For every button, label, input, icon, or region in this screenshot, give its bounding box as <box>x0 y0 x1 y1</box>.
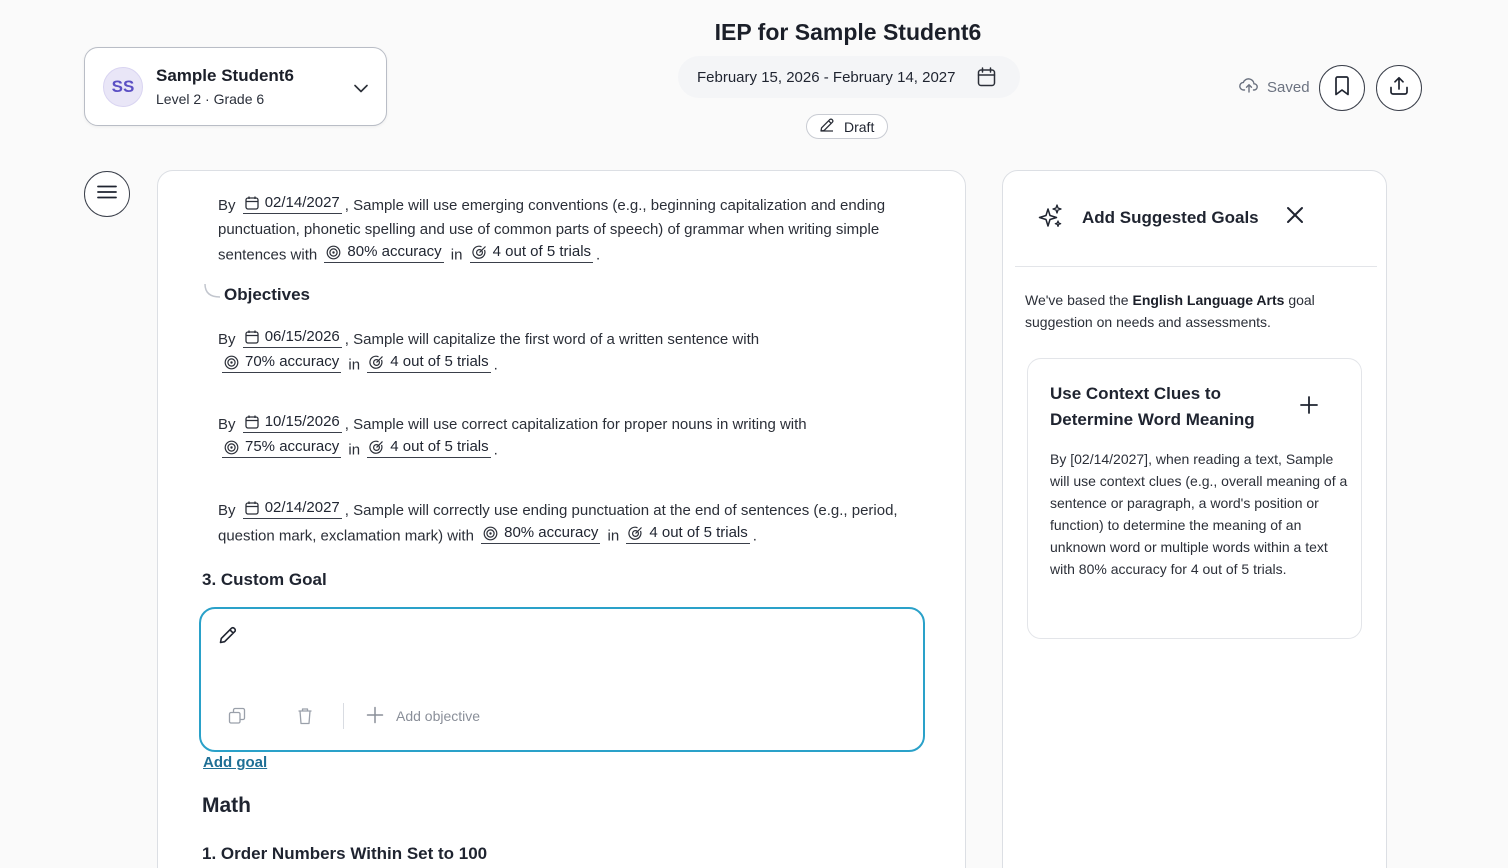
close-icon[interactable] <box>1285 205 1305 230</box>
target-check-icon <box>628 526 643 541</box>
intro-text: We've based the <box>1025 292 1133 308</box>
student-name: Sample Student6 <box>156 66 294 85</box>
target-check-icon <box>369 440 384 455</box>
target-check-icon <box>472 245 487 260</box>
bookmark-icon <box>1334 76 1350 101</box>
pencil-icon <box>819 117 835 136</box>
divider <box>343 703 344 729</box>
period: . <box>493 441 498 459</box>
date-chip[interactable] <box>243 498 342 519</box>
custom-goal-heading: 3. Custom Goal <box>202 570 327 589</box>
intro-text: goal suggestion on needs and assessments. <box>1025 292 1315 330</box>
status-badge[interactable] <box>806 114 888 139</box>
divider <box>1015 266 1377 267</box>
calendar-icon[interactable] <box>977 67 996 91</box>
trials-chip[interactable] <box>626 523 749 544</box>
date-range-picker[interactable] <box>678 56 1020 98</box>
by-label: By <box>218 331 236 348</box>
math-goal-title[interactable]: 1. Order Numbers Within Set to 100 <box>202 844 488 863</box>
trials-chip[interactable] <box>470 242 593 263</box>
date-value: 10/15/2026 <box>264 413 340 430</box>
date-chip[interactable] <box>243 327 342 348</box>
by-label: By <box>218 416 236 433</box>
in-label: in <box>450 246 463 264</box>
save-status <box>1239 77 1310 97</box>
objective-statement[interactable] <box>218 498 898 549</box>
pencil-icon <box>218 625 238 650</box>
goal-statement[interactable] <box>218 193 898 268</box>
accuracy-value: 70% accuracy <box>245 353 340 370</box>
bookmark-button[interactable] <box>1319 65 1365 111</box>
math-heading: Math <box>202 794 251 817</box>
accuracy-chip[interactable] <box>222 437 341 458</box>
status-label: Draft <box>844 118 875 135</box>
add-objective-label: Add objective <box>396 708 481 724</box>
accuracy-chip[interactable] <box>481 523 600 544</box>
date-value: 06/15/2026 <box>264 328 340 345</box>
accuracy-value: 80% accuracy <box>347 243 442 260</box>
trials-value: 4 out of 5 trials <box>390 353 489 370</box>
sparkles-icon <box>1036 203 1064 236</box>
intro-subject: English Language Arts <box>1132 292 1285 308</box>
objective-text: , Sample will capitalize the first word of a written sentence with <box>344 331 760 348</box>
target-icon <box>224 355 239 370</box>
period: . <box>596 246 601 264</box>
share-button[interactable] <box>1376 65 1422 111</box>
objectives-heading: Objectives <box>224 285 310 304</box>
share-icon <box>1389 76 1409 101</box>
accuracy-value: 75% accuracy <box>245 438 340 455</box>
cloud-upload-icon <box>1239 77 1259 97</box>
student-meta: Level 2 · Grade 6 <box>156 91 265 107</box>
saved-label: Saved <box>1267 78 1310 96</box>
trials-value: 4 out of 5 trials <box>390 438 489 455</box>
objective-statement[interactable] <box>218 412 898 463</box>
goal-editor-panel <box>157 170 966 868</box>
panel-header <box>1003 171 1386 267</box>
panel-title: Add Suggested Goals <box>1082 208 1259 227</box>
panel-intro <box>1025 289 1365 333</box>
period: . <box>752 527 757 545</box>
chevron-down-icon[interactable] <box>354 80 368 98</box>
add-objective-button[interactable] <box>366 706 480 727</box>
date-value: 02/14/2027 <box>264 499 340 516</box>
target-icon <box>326 245 341 260</box>
objective-statement[interactable] <box>218 327 898 378</box>
by-label: By <box>218 502 236 519</box>
connector-line <box>204 283 222 304</box>
in-label: in <box>607 527 620 545</box>
custom-goal-editor[interactable] <box>199 607 925 752</box>
suggested-goal-card[interactable] <box>1027 358 1362 639</box>
suggested-goal-body: By [02/14/2027], when reading a text, Sample will use context clues (e.g., overall meaning of a sentence or paragraph, a word's position or function) to determine the meaning of an unknown word or multiple words within a text with 80% accuracy for 4 out of 5 trials. <box>1050 451 1348 577</box>
objective-text: , Sample will correctly use ending punctuation at the end of sentences (e.g., period, question mark, exclamation mark) with <box>218 502 898 545</box>
avatar: SS <box>103 67 143 107</box>
suggested-goals-panel <box>1002 170 1387 868</box>
accuracy-chip[interactable] <box>222 352 341 373</box>
plus-icon <box>366 706 384 727</box>
date-value: 02/14/2027 <box>264 194 340 211</box>
student-selector[interactable] <box>84 47 387 126</box>
menu-button[interactable] <box>84 171 130 217</box>
page-title: IEP for Sample Student6 <box>714 19 982 45</box>
goal-toolbar <box>227 703 480 729</box>
trials-value: 4 out of 5 trials <box>492 243 592 260</box>
plus-icon[interactable] <box>1300 396 1318 419</box>
trials-chip[interactable] <box>367 352 490 373</box>
period: . <box>493 356 498 374</box>
add-goal-link[interactable]: Add goal <box>203 754 268 771</box>
copy-icon[interactable] <box>227 706 247 726</box>
date-chip[interactable] <box>243 193 342 214</box>
by-label: By <box>218 197 236 214</box>
in-label: in <box>348 441 361 459</box>
accuracy-chip[interactable] <box>324 242 443 263</box>
goal-text: , Sample will use emerging conventions (e.g., beginning capitalization and ending punctuation, phonetic spelling and use of common parts of speech) of grammar when writing simple sentences with <box>218 197 886 264</box>
trash-icon[interactable] <box>295 706 315 726</box>
date-chip[interactable] <box>243 412 342 433</box>
suggested-goal-title: Use Context Clues to Determine Word Meaning <box>1050 384 1255 429</box>
accuracy-value: 80% accuracy <box>504 524 599 541</box>
menu-icon <box>97 185 117 204</box>
target-icon <box>224 440 239 455</box>
date-range-text: February 15, 2026 - February 14, 2027 <box>697 68 956 86</box>
objective-text: , Sample will use correct capitalization for proper nouns in writing with <box>344 416 807 433</box>
target-icon <box>483 526 498 541</box>
trials-chip[interactable] <box>367 437 490 458</box>
trials-value: 4 out of 5 trials <box>649 524 748 541</box>
target-check-icon <box>369 355 384 370</box>
in-label: in <box>348 356 361 374</box>
